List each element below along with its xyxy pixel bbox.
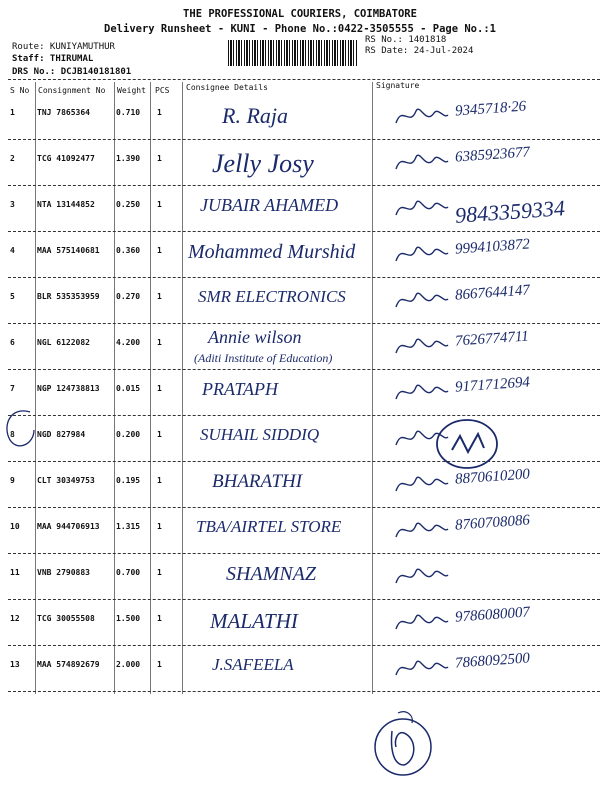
row-consignment: TCG 30055508 — [37, 614, 95, 623]
row-rule — [8, 507, 600, 508]
row-weight: 1.315 — [116, 522, 141, 531]
row-weight: 4.200 — [116, 338, 141, 347]
row-rule — [8, 277, 600, 278]
row-consignment: TCG 41092477 — [37, 154, 95, 163]
row-rule — [8, 231, 600, 232]
signature-scribble-icon — [392, 331, 452, 361]
runsheet-subtitle: Delivery Runsheet - KUNI - Phone No.:0422-3505555 - Page No.:1 — [104, 23, 496, 35]
divider-2 — [114, 82, 115, 694]
signature-scribble-icon — [392, 377, 452, 407]
row-consignment: MAA 574892679 — [37, 660, 100, 669]
row-pcs: 1 — [157, 614, 162, 623]
row-rule — [8, 645, 600, 646]
row-consignment: MAA 575140681 — [37, 246, 100, 255]
consignee-name: SMR ELECTRONICS — [198, 287, 346, 306]
row-consignment: CLT 30349753 — [37, 476, 95, 485]
row-pcs: 1 — [157, 246, 162, 255]
row-weight: 0.250 — [116, 200, 141, 209]
consignee-name: JUBAIR AHAMED — [200, 195, 339, 215]
row-pcs: 1 — [157, 430, 162, 439]
row-rule — [8, 461, 600, 462]
divider-3 — [150, 82, 151, 694]
signature-scribble-icon — [392, 515, 452, 545]
row-consignment: NGP 124738813 — [37, 384, 100, 393]
row-rule — [8, 415, 600, 416]
handwritten-circle-mark — [0, 400, 40, 460]
row-weight: 1.500 — [116, 614, 141, 623]
row-consignment: NTA 13144852 — [37, 200, 95, 209]
row-sno: 2 — [10, 154, 15, 163]
row-pcs: 1 — [157, 476, 162, 485]
signature-scribble-icon — [392, 561, 452, 591]
row-weight: 0.200 — [116, 430, 141, 439]
row-pcs: 1 — [157, 108, 162, 117]
staff-label: Staff: THIRUMAL — [12, 54, 94, 64]
row-sno: 11 — [10, 568, 20, 577]
delivery-scribble-icon — [368, 705, 438, 780]
signature-phone: 9171712694 — [454, 374, 531, 396]
row-sno: 10 — [10, 522, 20, 531]
col-signature: Signature — [376, 81, 420, 90]
signature-scribble-icon — [392, 607, 452, 637]
row-consignment: TNJ 7865364 — [37, 108, 90, 117]
row-consignment: NGL 6122082 — [37, 338, 90, 347]
consignee-name-extra: (Aditi Institute of Education) — [194, 351, 333, 365]
row-weight: 0.195 — [116, 476, 141, 485]
header-rule-top — [8, 79, 600, 80]
row-rule — [8, 599, 600, 600]
row-weight: 2.000 — [116, 660, 141, 669]
col-consignment: Consignment No — [38, 86, 106, 95]
row-consignment: VNB 2790883 — [37, 568, 90, 577]
row-pcs: 1 — [157, 338, 162, 347]
row-sno: 4 — [10, 246, 15, 255]
row-pcs: 1 — [157, 660, 162, 669]
signature-scribble-icon — [392, 147, 452, 177]
signature-phone: 7868092500 — [454, 650, 531, 672]
row-rule — [8, 553, 600, 554]
row-rule — [8, 323, 600, 324]
row-sno: 3 — [10, 200, 15, 209]
signature-phone: 8760708086 — [454, 512, 531, 534]
drs-number: DRS No.: DCJB140181801 — [12, 67, 132, 77]
col-consignee: Consignee Details — [186, 83, 268, 92]
row-sno: 6 — [10, 338, 15, 347]
consignee-name: TBA/AIRTEL STORE — [196, 517, 342, 536]
consignee-name: SUHAIL SIDDIQ — [200, 425, 320, 444]
row-sno: 9 — [10, 476, 15, 485]
col-pcs: PCS — [155, 86, 170, 95]
signature-phone: 9345718·26 — [454, 98, 527, 120]
row-weight: 0.710 — [116, 108, 141, 117]
row-sno: 12 — [10, 614, 20, 623]
company-title: THE PROFESSIONAL COURIERS, COIMBATORE — [183, 8, 417, 20]
signature-scribble-icon — [392, 653, 452, 683]
consignee-name: R. Raja — [222, 103, 288, 128]
divider-5 — [372, 82, 373, 694]
signature-phone: 9994103872 — [454, 236, 531, 258]
route-label: Route: KUNIYAMUTHUR — [12, 42, 115, 52]
signature-phone: 8667644147 — [454, 282, 531, 304]
row-rule — [8, 369, 600, 370]
signature-scribble-icon — [392, 193, 452, 223]
consignee-name: SHAMNAZ — [226, 563, 316, 585]
consignee-name: BHARATHI — [212, 471, 303, 492]
rs-date: RS Date: 24-Jul-2024 — [365, 46, 474, 56]
row-sno: 13 — [10, 660, 20, 669]
row-sno: 5 — [10, 292, 15, 301]
signature-scribble-icon — [392, 285, 452, 315]
signature-scribble-icon — [392, 101, 452, 131]
row-sno: 8 — [10, 430, 15, 439]
col-sno: S No — [10, 86, 30, 95]
signature-phone: 9843359334 — [454, 195, 566, 228]
consignee-name: Annie wilson — [208, 327, 302, 347]
signature-phone: 6385923677 — [454, 144, 531, 166]
consignee-name: J.SAFEELA — [212, 655, 294, 674]
signature-phone: 7626774711 — [454, 328, 530, 350]
row-sno: 7 — [10, 384, 15, 393]
signature-phone: 9786080007 — [454, 604, 531, 626]
consignee-name: Mohammed Murshid — [188, 241, 356, 263]
col-weight: Weight — [117, 86, 146, 95]
row-rule — [8, 139, 600, 140]
signature-circle-stamp — [432, 414, 502, 474]
row-sno: 1 — [10, 108, 15, 117]
barcode — [228, 40, 358, 66]
row-pcs: 1 — [157, 292, 162, 301]
row-weight: 0.015 — [116, 384, 141, 393]
row-pcs: 1 — [157, 522, 162, 531]
row-consignment: MAA 944706913 — [37, 522, 100, 531]
row-rule — [8, 185, 600, 186]
row-pcs: 1 — [157, 384, 162, 393]
divider-1 — [35, 82, 36, 694]
consignee-name: PRATAPH — [202, 379, 278, 399]
row-weight: 0.270 — [116, 292, 141, 301]
signature-scribble-icon — [392, 239, 452, 269]
row-pcs: 1 — [157, 200, 162, 209]
rs-number: RS No.: 1401818 — [365, 35, 447, 45]
row-pcs: 1 — [157, 568, 162, 577]
divider-4 — [182, 82, 183, 694]
signature-phone: 8870610200 — [454, 466, 531, 488]
row-weight: 0.700 — [116, 568, 141, 577]
row-weight: 0.360 — [116, 246, 141, 255]
consignee-name: MALATHI — [210, 609, 298, 633]
row-consignment: NGD 827984 — [37, 430, 86, 439]
row-rule — [8, 691, 600, 692]
row-weight: 1.390 — [116, 154, 141, 163]
row-pcs: 1 — [157, 154, 162, 163]
row-consignment: BLR 535353959 — [37, 292, 100, 301]
consignee-name: Jelly Josy — [212, 149, 314, 178]
